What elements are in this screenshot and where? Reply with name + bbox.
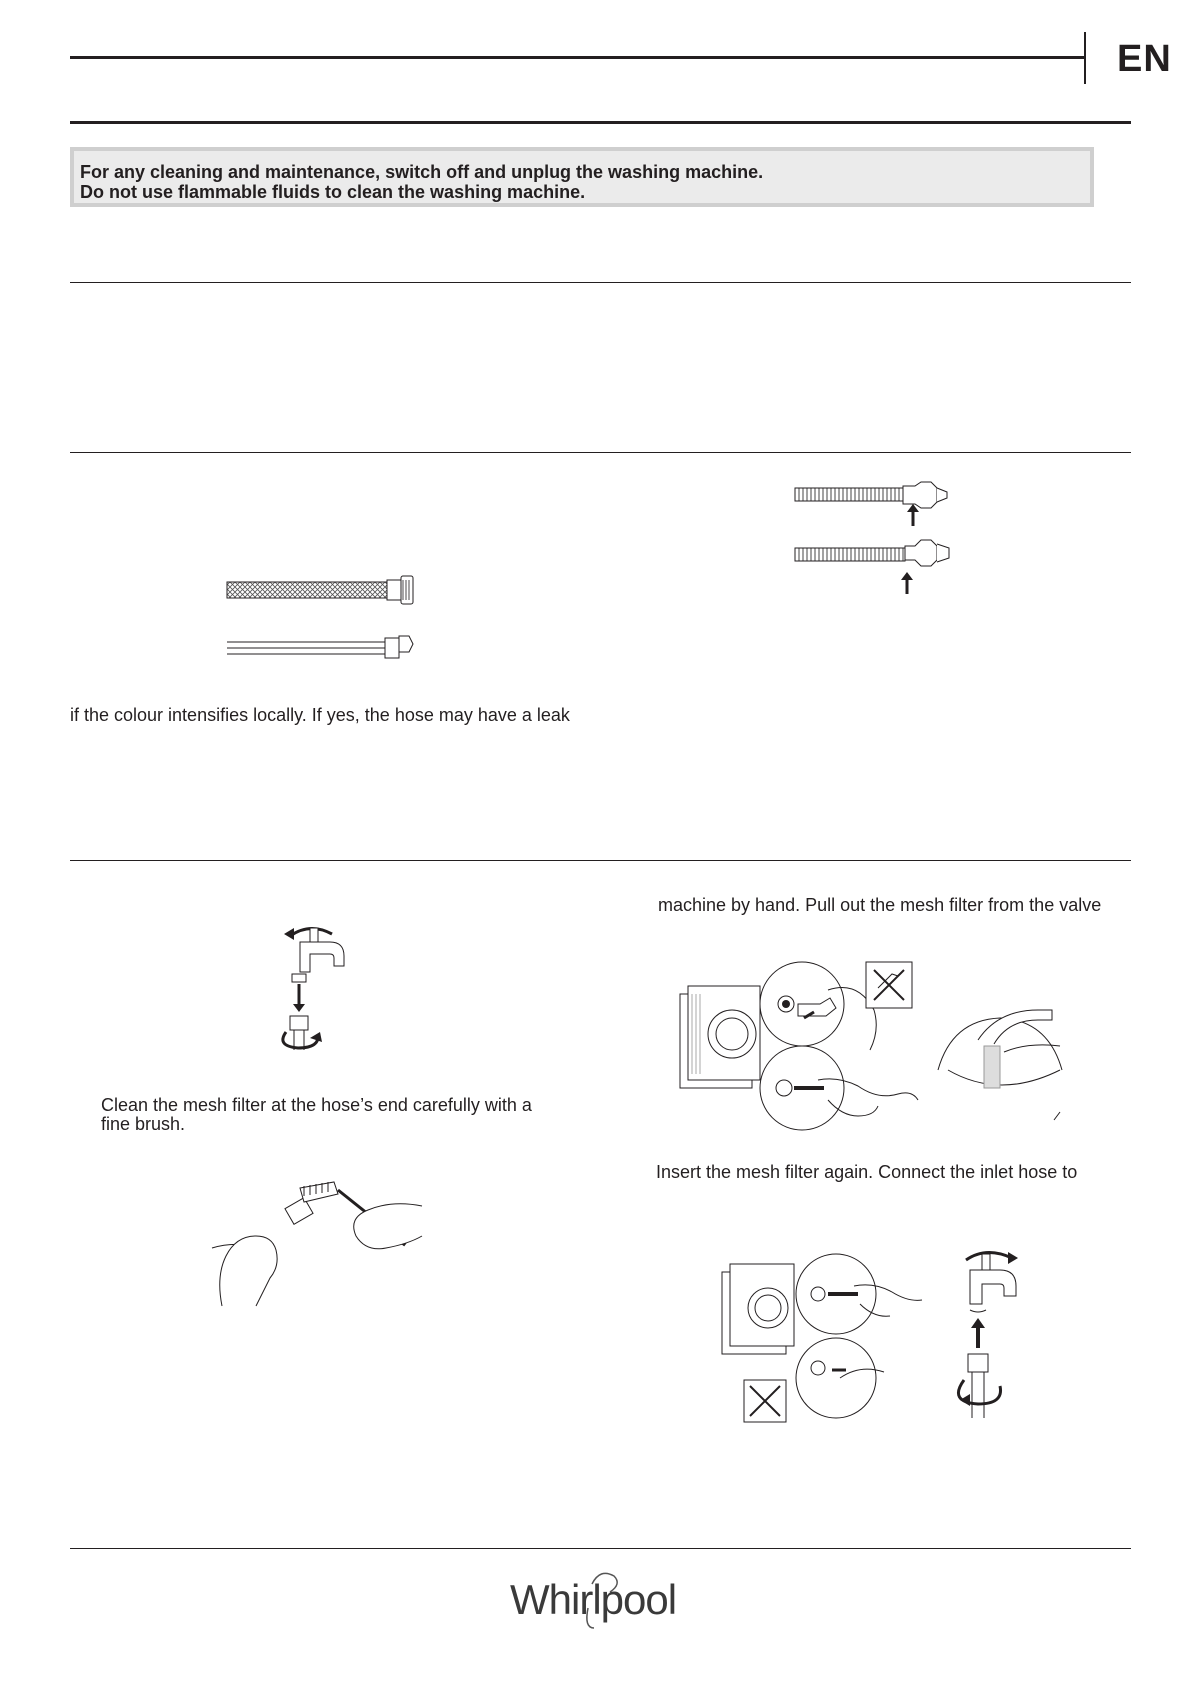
tap-disconnect-illustration [280, 922, 360, 1057]
brush-cleaning-illustration [212, 1176, 427, 1306]
warning-line-1: For any cleaning and maintenance, switch off and unplug the washing machine. [80, 162, 764, 182]
header-tab-divider [1084, 32, 1086, 84]
hose-inspection-illustration [793, 480, 963, 600]
filter-removal-illustration [678, 960, 1063, 1150]
warning-line-2: Do not use flammable fluids to clean the washing machine. [80, 182, 586, 202]
footer-divider [70, 1548, 1131, 1549]
section-divider-1 [70, 282, 1131, 283]
section-divider-3 [70, 860, 1131, 861]
hose-check-text: if the colour intensifies locally. If yes, the hose may have a leak [70, 705, 570, 725]
filter-reinsert-illustration [720, 1250, 1030, 1425]
filter-clean-line-1: Clean the mesh filter at the hose’s end carefully with a [101, 1095, 532, 1115]
header-rule-bottom [70, 121, 1131, 124]
filter-step-right-bottom: Insert the mesh filter again. Connect the inlet hose to [656, 1162, 1078, 1182]
brand-logo-text: Whirlpool [510, 1576, 677, 1623]
filter-step-right-top: machine by hand. Pull out the mesh filter from the valve [658, 895, 1102, 915]
hose-types-illustration [225, 572, 420, 667]
safety-warning-box [70, 147, 1094, 207]
language-tab: EN [1117, 38, 1172, 80]
header-rule-top [70, 56, 1085, 59]
filter-clean-line-2: fine brush. [101, 1114, 186, 1134]
section-divider-2 [70, 452, 1131, 453]
